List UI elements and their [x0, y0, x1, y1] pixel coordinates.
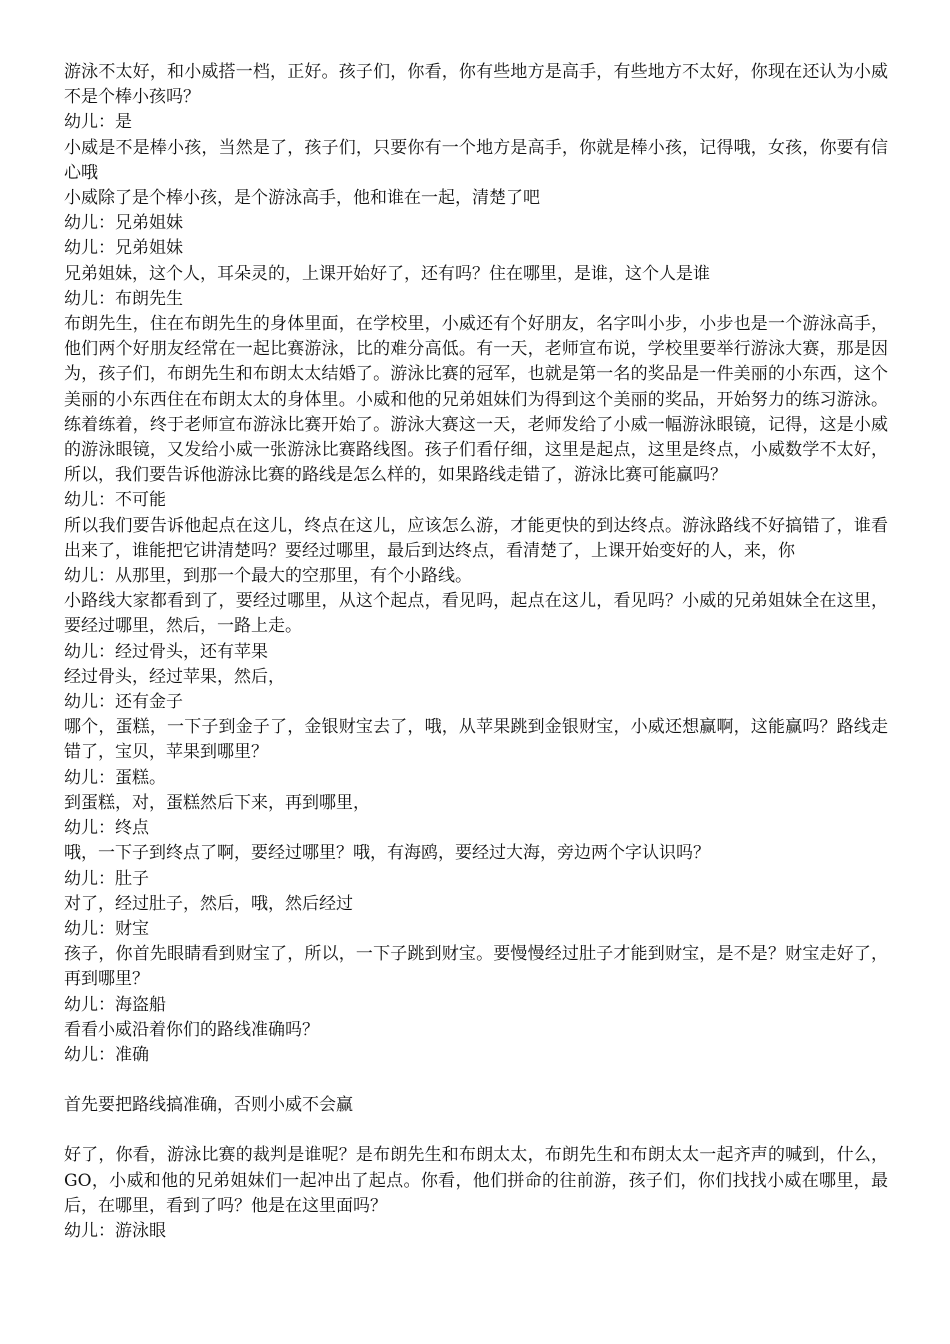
child-reply: 幼儿：还有金子 [64, 692, 183, 713]
paragraph: 小路线大家都看到了，要经过哪里，从这个起点，看见吗，起点在这儿，看见吗？小威的兄弟姐妹全在这里，要经过哪里，然后，一路上走。 [64, 591, 888, 637]
paragraph: 游泳不太好，和小威搭一档，正好。孩子们，你看，你有些地方是高手，有些地方不太好，你现在还认为小威不是个棒小孩吗？ [64, 62, 888, 108]
child-reply: 幼儿：兄弟姐妹 [64, 238, 183, 259]
paragraph: 经过骨头，经过苹果，然后， [64, 666, 285, 687]
document-page [64, 60, 888, 1244]
child-reply: 幼儿：不可能 [64, 490, 166, 511]
child-reply: 幼儿：终点 [64, 818, 149, 839]
paragraph: 布朗先生，住在布朗先生的身体里面，在学校里，小威还有个好朋友，名字叫小步，小步也是一个游泳高手，他们两个好朋友经常在一起比赛游泳，比的难分高低。有一天，老师宣布说，学校里要举行游泳大赛，那是因为，孩子们，布朗先生和布朗太太结婚了。游泳比赛的冠军，也就是第一名的奖品是一件美丽的小东西，这个美丽的小东西住在布朗太太的身体里。小威和他的兄弟姐妹们为得到这个美丽的奖品，开始努力的练习游泳。练着练着，终于老师宣布游泳比赛开始了。游泳大赛这一天，老师发给了小威一幅游泳眼镜，记得，这是小威的游泳眼镜，又发给小威一张游泳比赛路线图。孩子们看仔细，这里是起点，这里是终点，小威数学不太好，所以，我们要告诉他游泳比赛的路线是怎么样的，如果路线走错了，游泳比赛可能赢吗？ [64, 314, 888, 486]
child-reply: 幼儿：准确 [64, 1044, 149, 1065]
paragraph: 哪个，蛋糕，一下子到金子了，金银财宝去了，哦，从苹果跳到金银财宝，小威还想赢啊，这能赢吗？路线走错了，宝贝，苹果到哪里？ [64, 717, 888, 763]
paragraph: 哦，一下子到终点了啊，要经过哪里？哦，有海鸥，要经过大海，旁边两个字认识吗？ [64, 843, 710, 864]
paragraph: 小威除了是个棒小孩，是个游泳高手，他和谁在一起，清楚了吧 [64, 188, 540, 209]
paragraph: 兄弟姐妹，这个人，耳朵灵的，上课开始好了，还有吗？住在哪里，是谁，这个人是谁 [64, 263, 710, 284]
paragraph: 小威是不是棒小孩，当然是了，孩子们，只要你有一个地方是高手，你就是棒小孩，记得哦，女孩，你要有信心哦 [64, 137, 888, 183]
paragraph: 看看小威沿着你们的路线准确吗？ [64, 1019, 319, 1040]
child-reply: 幼儿：海盗船 [64, 994, 166, 1015]
child-reply: 幼儿：布朗先生 [64, 288, 183, 309]
paragraph: 好了，你看，游泳比赛的裁判是谁呢？是布朗先生和布朗太太，布朗先生和布朗太太一起齐声的喊到，什么，GO，小威和他的兄弟姐妹们一起冲出了起点。你看，他们拼命的往前游，孩子们，你们找找小威在哪里，最后，在哪里，看到了吗？他是在这里面吗？ [64, 1145, 888, 1216]
child-reply: 幼儿：经过骨头，还有苹果 [64, 641, 268, 662]
paragraph: 首先要把路线搞准确，否则小威不会赢 [64, 1095, 353, 1116]
paragraph: 对了，经过肚子，然后，哦，然后经过 [64, 893, 353, 914]
blank-line [64, 1068, 888, 1093]
paragraph: 孩子，你首先眼睛看到财宝了，所以，一下子跳到财宝。要慢慢经过肚子才能到财宝，是不是？财宝走好了，再到哪里？ [64, 944, 888, 990]
child-reply: 幼儿：兄弟姐妹 [64, 213, 183, 234]
paragraph: 所以我们要告诉他起点在这儿，终点在这儿，应该怎么游，才能更快的到达终点。游泳路线不好搞错了，谁看出来了，谁能把它讲清楚吗？要经过哪里，最后到达终点，看清楚了，上课开始变好的人，来，你 [64, 515, 888, 561]
child-reply: 幼儿：财宝 [64, 918, 149, 939]
paragraph: 到蛋糕，对，蛋糕然后下来，再到哪里， [64, 792, 370, 813]
child-reply: 幼儿：从那里，到那一个最大的空那里，有个小路线。 [64, 566, 472, 587]
child-reply: 幼儿：游泳眼 [64, 1220, 166, 1241]
blank-line [64, 1118, 888, 1143]
child-reply: 幼儿：蛋糕。 [64, 767, 166, 788]
child-reply: 幼儿：肚子 [64, 868, 149, 889]
child-reply: 幼儿：是 [64, 112, 132, 133]
